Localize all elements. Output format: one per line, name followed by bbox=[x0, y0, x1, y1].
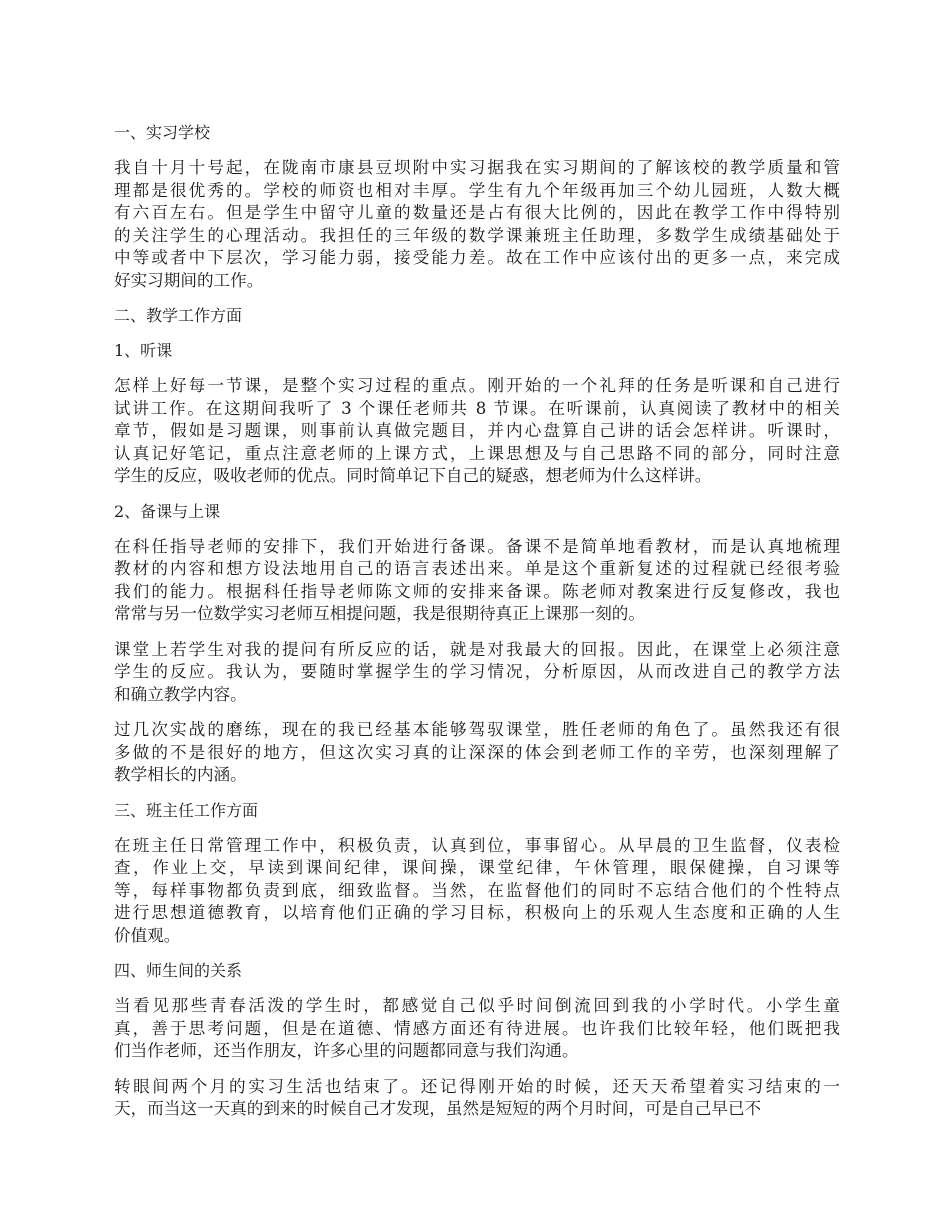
paragraph-line: 们当作老师，还当作朋友，许多心里的问题都同意与我们沟通。 bbox=[114, 1041, 579, 1060]
paragraph-line: 有六百左右。但是学生中留守儿童的数量还是占有很大比例的，因此在教学工作中得特别 bbox=[114, 203, 840, 222]
paragraph bbox=[114, 536, 840, 626]
paragraph-line: 我们的能力。根据科任指导老师陈文师的安排来备课。陈老师对教案进行反复修改，我也 bbox=[114, 581, 840, 601]
paragraph-line: 的关注学生的心理活动。我担任的三年级的数学课兼班主任助理，多数学生成绩基础处于 bbox=[114, 225, 840, 245]
paragraph-line: 理都是很优秀的。学校的师资也相对丰厚。学生有九个年级再加三个幼儿园班，人数大概 bbox=[114, 180, 840, 200]
section-heading: 一、实习学校 bbox=[114, 123, 211, 142]
paragraph-line: 查，作业上交，早读到课间纪律，课间操，课堂纪律，午休管理，眼保健操，自习课等 bbox=[114, 858, 840, 877]
paragraph-line: 学生的反应，吸收老师的优点。同时简单记下自己的疑惑，想老师为什么这样讲。 bbox=[114, 466, 712, 485]
paragraph-line: 过几次实战的磨练，现在的我已经基本能够驾驭课堂，胜任老师的角色了。虽然我还有很 bbox=[114, 720, 840, 739]
paragraph-line: 价值观。 bbox=[114, 925, 181, 945]
paragraph-line: 中等或者中下层次，学习能力弱，接受能力差。故在工作中应该付出的更多一点，来完成 bbox=[114, 248, 840, 267]
section-heading: 2、备课与上课 bbox=[114, 501, 221, 521]
paragraph-line: 好实习期间的工作。 bbox=[114, 270, 264, 290]
paragraph bbox=[114, 835, 840, 948]
paragraph bbox=[114, 995, 840, 1063]
paragraph-line: 怎样上好每一节课，是整个实习过程的重点。刚开始的一个礼拜的任务是听课和自己进行 bbox=[114, 376, 840, 395]
paragraph-line: 天，而当这一天真的到来的时候自己才发现，虽然是短短的两个月时间，可是自己早已不 bbox=[114, 1099, 762, 1118]
section-heading: 1、听课 bbox=[114, 341, 173, 360]
paragraph-line: 认真记好笔记，重点注意老师的上课方式，上课思想及与自己思路不同的部分，同时注意 bbox=[114, 443, 840, 463]
paragraph-line: 在科任指导老师的安排下，我们开始进行备课。备课不是简单地看教材，而是认真地梳理 bbox=[114, 536, 840, 556]
paragraph-line: 转眼间两个月的实习生活也结束了。还记得刚开始的时候，还天天希望着实习结束的一 bbox=[114, 1076, 840, 1096]
paragraph-line: 教学相长的内涵。 bbox=[114, 765, 247, 784]
section-heading: 四、师生间的关系 bbox=[114, 961, 243, 980]
paragraph bbox=[114, 1076, 840, 1121]
paragraph bbox=[114, 375, 840, 488]
paragraph-line: 教材的内容和想方设法地用自己的语言表述出来。单是这个重新复述的过程就已经很考验 bbox=[114, 559, 840, 578]
paragraph-line: 进行思想道德教育，以培育他们正确的学习目标，积极向上的乐观人生态度和正确的人生 bbox=[114, 903, 840, 922]
paragraph-line: 和确立教学内容。 bbox=[114, 684, 247, 704]
paragraph-line: 真，善于思考问题，但是在道德、情感方面还有待进展。也许我们比较年轻，他们既把我 bbox=[114, 1018, 840, 1038]
paragraph-line: 试讲工作。在这期间我听了 3 个课任老师共 8 节课。在听课前，认真阅读了教材中的相关 bbox=[114, 398, 840, 418]
paragraph-line: 等，每样事物都负责到底，细致监督。当然，在监督他们的同时不忘结合他们的个性特点 bbox=[114, 880, 840, 900]
paragraph-line: 章节，假如是习题课，则事前认真做完题目，并内心盘算自己讲的话会怎样讲。听课时， bbox=[114, 421, 840, 440]
paragraph-line: 课堂上若学生对我的提问有所反应的话，就是对我最大的回报。因此，在课堂上必须注意 bbox=[114, 639, 840, 659]
paragraph bbox=[114, 157, 840, 292]
paragraph-line: 我自十月十号起，在陇南市康县豆坝附中实习据我在实习期间的了解该校的教学质量和管 bbox=[114, 158, 840, 177]
paragraph-line: 学生的反应。我认为，要随时掌握学生的学习情况，分析原因，从而改进自己的教学方法 bbox=[114, 662, 840, 681]
paragraph bbox=[114, 639, 840, 707]
paragraph-line: 当看见那些青春活泼的学生时，都感觉自己似乎时间倒流回到我的小学时代。小学生童 bbox=[114, 996, 840, 1015]
paragraph-line: 多做的不是很好的地方，但这次实习真的让深深的体会到老师工作的辛劳，也深刻理解了 bbox=[114, 742, 840, 762]
paragraph bbox=[114, 719, 840, 787]
paragraph-line: 常常与另一位数学实习老师互相提问题，我是很期待真正上课那一刻的。 bbox=[114, 604, 645, 623]
section-heading: 三、班主任工作方面 bbox=[114, 800, 259, 820]
paragraph-line: 在班主任日常管理工作中，积极负责，认真到位，事事留心。从早晨的卫生监督，仪表检 bbox=[114, 835, 840, 855]
document-body bbox=[114, 122, 840, 1134]
section-heading: 二、教学工作方面 bbox=[114, 306, 243, 325]
